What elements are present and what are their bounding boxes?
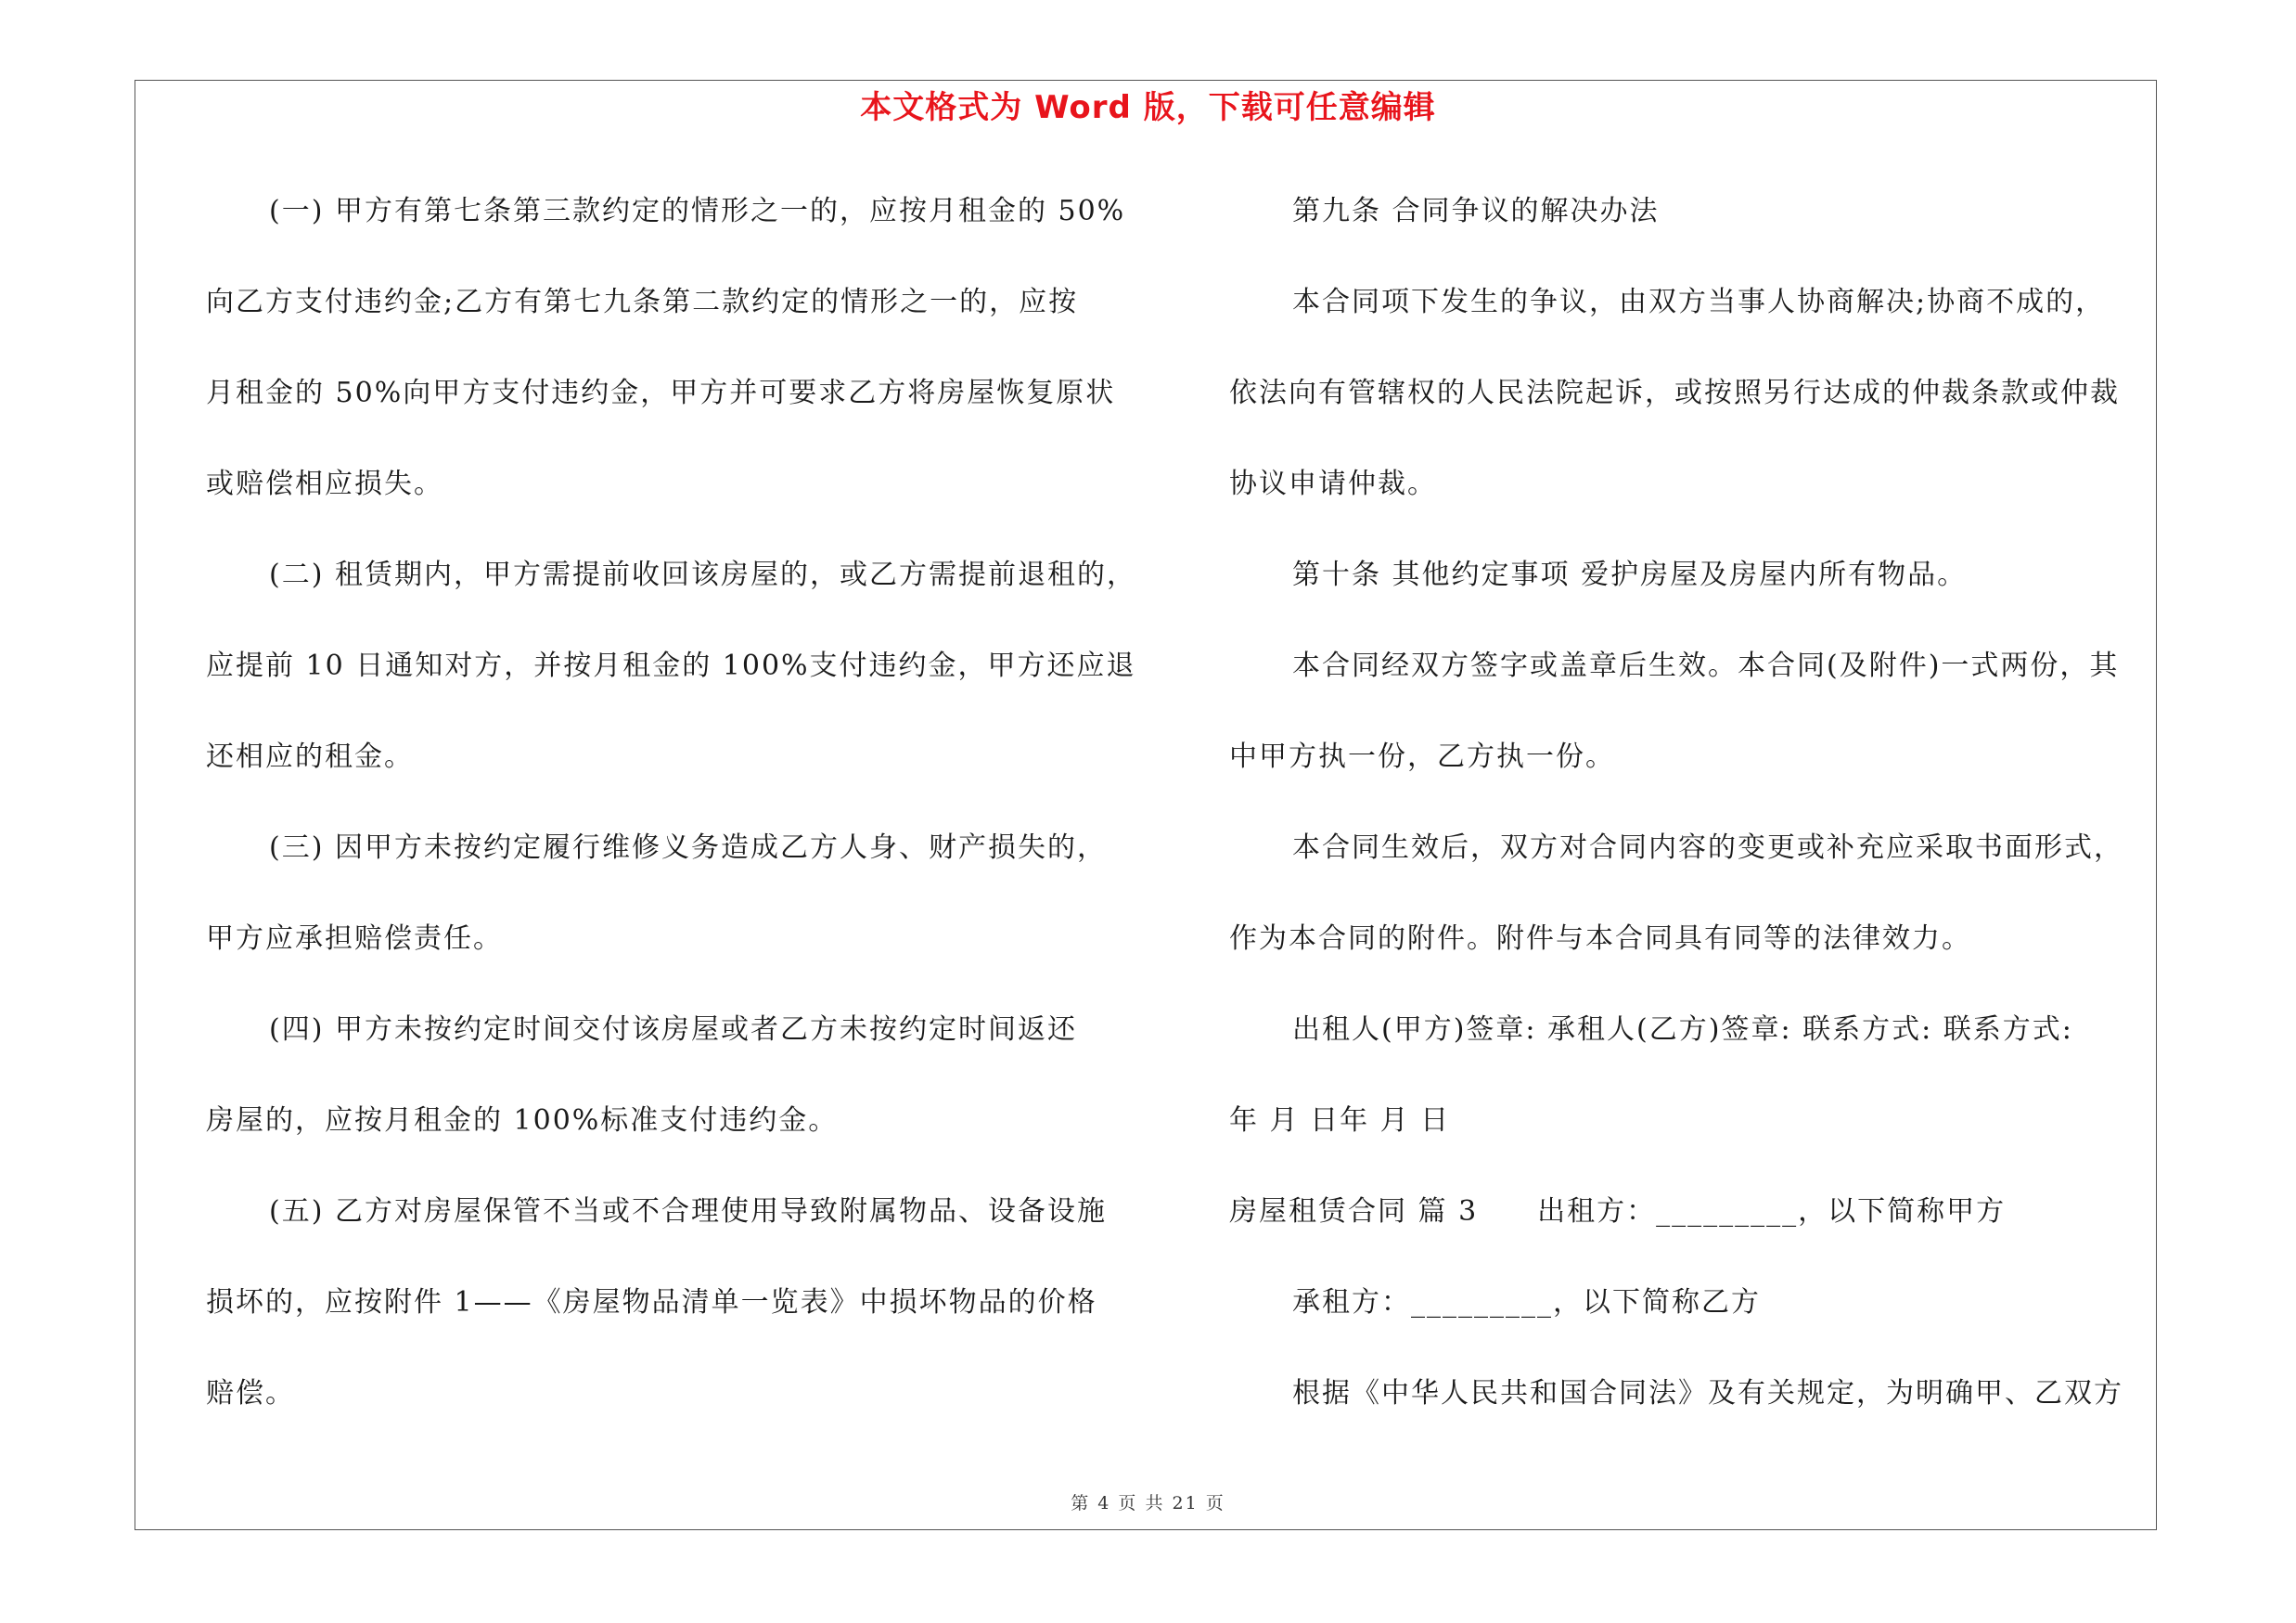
right-column [1229,184,2152,1457]
paragraph-line: (二) 租赁期内，甲方需提前收回该房屋的，或乙方需提前退租的， [269,559,1136,591]
paragraph-line: 协议申请仲裁。 [1229,468,1437,500]
format-banner: 本文格式为 Word 版，下载可任意编辑 [860,89,1436,126]
paragraph-line: 房屋的，应按月租金的 100%标准支付违约金。 [206,1104,839,1137]
left-column [206,184,1138,1457]
paragraph-line: 向乙方支付违约金;乙方有第七九条第二款约定的情形之一的，应按 [206,286,1079,318]
lessee-field: 承租方：_________，以下简称乙方 [1292,1286,1761,1319]
paragraph-line: 本合同经双方签字或盖章后生效。本合同(及附件)一式两份，其 [1292,650,2120,682]
paragraph-line: 本合同生效后，双方对合同内容的变更或补充应采取书面形式， [1292,831,2123,864]
section-heading: 第九条 合同争议的解决办法 [1292,195,1660,227]
contract-title: 房屋租赁合同 篇 3 [1229,1195,1479,1228]
date-line: 年 月 日年 月 日 [1229,1104,1451,1137]
paragraph-line: 依法向有管辖权的人民法院起诉，或按照另行达成的仲裁条款或仲裁 [1229,377,2120,409]
paragraph-line: (四) 甲方未按约定时间交付该房屋或者乙方未按约定时间返还 [269,1013,1077,1046]
paragraph-line: 应提前 10 日通知对方，并按月租金的 100%支付违约金，甲方还应退 [206,650,1136,682]
page-number: 第 4 页 共 21 页 [1071,1493,1225,1514]
paragraph-line: 甲方应承担赔偿责任。 [206,922,503,955]
paragraph-line: 还相应的租金。 [206,741,414,773]
paragraph-line: 月租金的 50%向甲方支付违约金，甲方并可要求乙方将房屋恢复原状 [206,377,1116,409]
paragraph-line: 赔偿。 [206,1377,295,1410]
paragraph-line: 损坏的，应按附件 1——《房屋物品清单一览表》中损坏物品的价格 [206,1286,1097,1319]
signature-line: 出租人(甲方)签章: 承租人(乙方)签章: 联系方式: 联系方式: [1292,1013,2073,1046]
paragraph-line: 本合同项下发生的争议，由双方当事人协商解决;协商不成的， [1292,286,2106,318]
paragraph-line: (三) 因甲方未按约定履行维修义务造成乙方人身、财产损失的， [269,831,1107,864]
paragraph-line: 根据《中华人民共和国合同法》及有关规定，为明确甲、乙双方 [1292,1377,2123,1410]
paragraph-line: 中甲方执一份，乙方执一份。 [1229,741,1615,773]
paragraph-line: 或赔偿相应损失。 [206,468,443,500]
lessor-field: 出租方：_________，以下简称甲方 [1537,1195,2007,1228]
paragraph-line: (五) 乙方对房屋保管不当或不合理使用导致附属物品、设备设施 [269,1195,1107,1228]
paragraph-line: 作为本合同的附件。附件与本合同具有同等的法律效力。 [1229,922,1971,955]
paragraph-line: (一) 甲方有第七条第三款约定的情形之一的，应按月租金的 50% [269,195,1126,227]
contract-title-line [1229,1184,2152,1275]
section-heading: 第十条 其他约定事项 爱护房屋及房屋内所有物品。 [1292,559,1968,591]
